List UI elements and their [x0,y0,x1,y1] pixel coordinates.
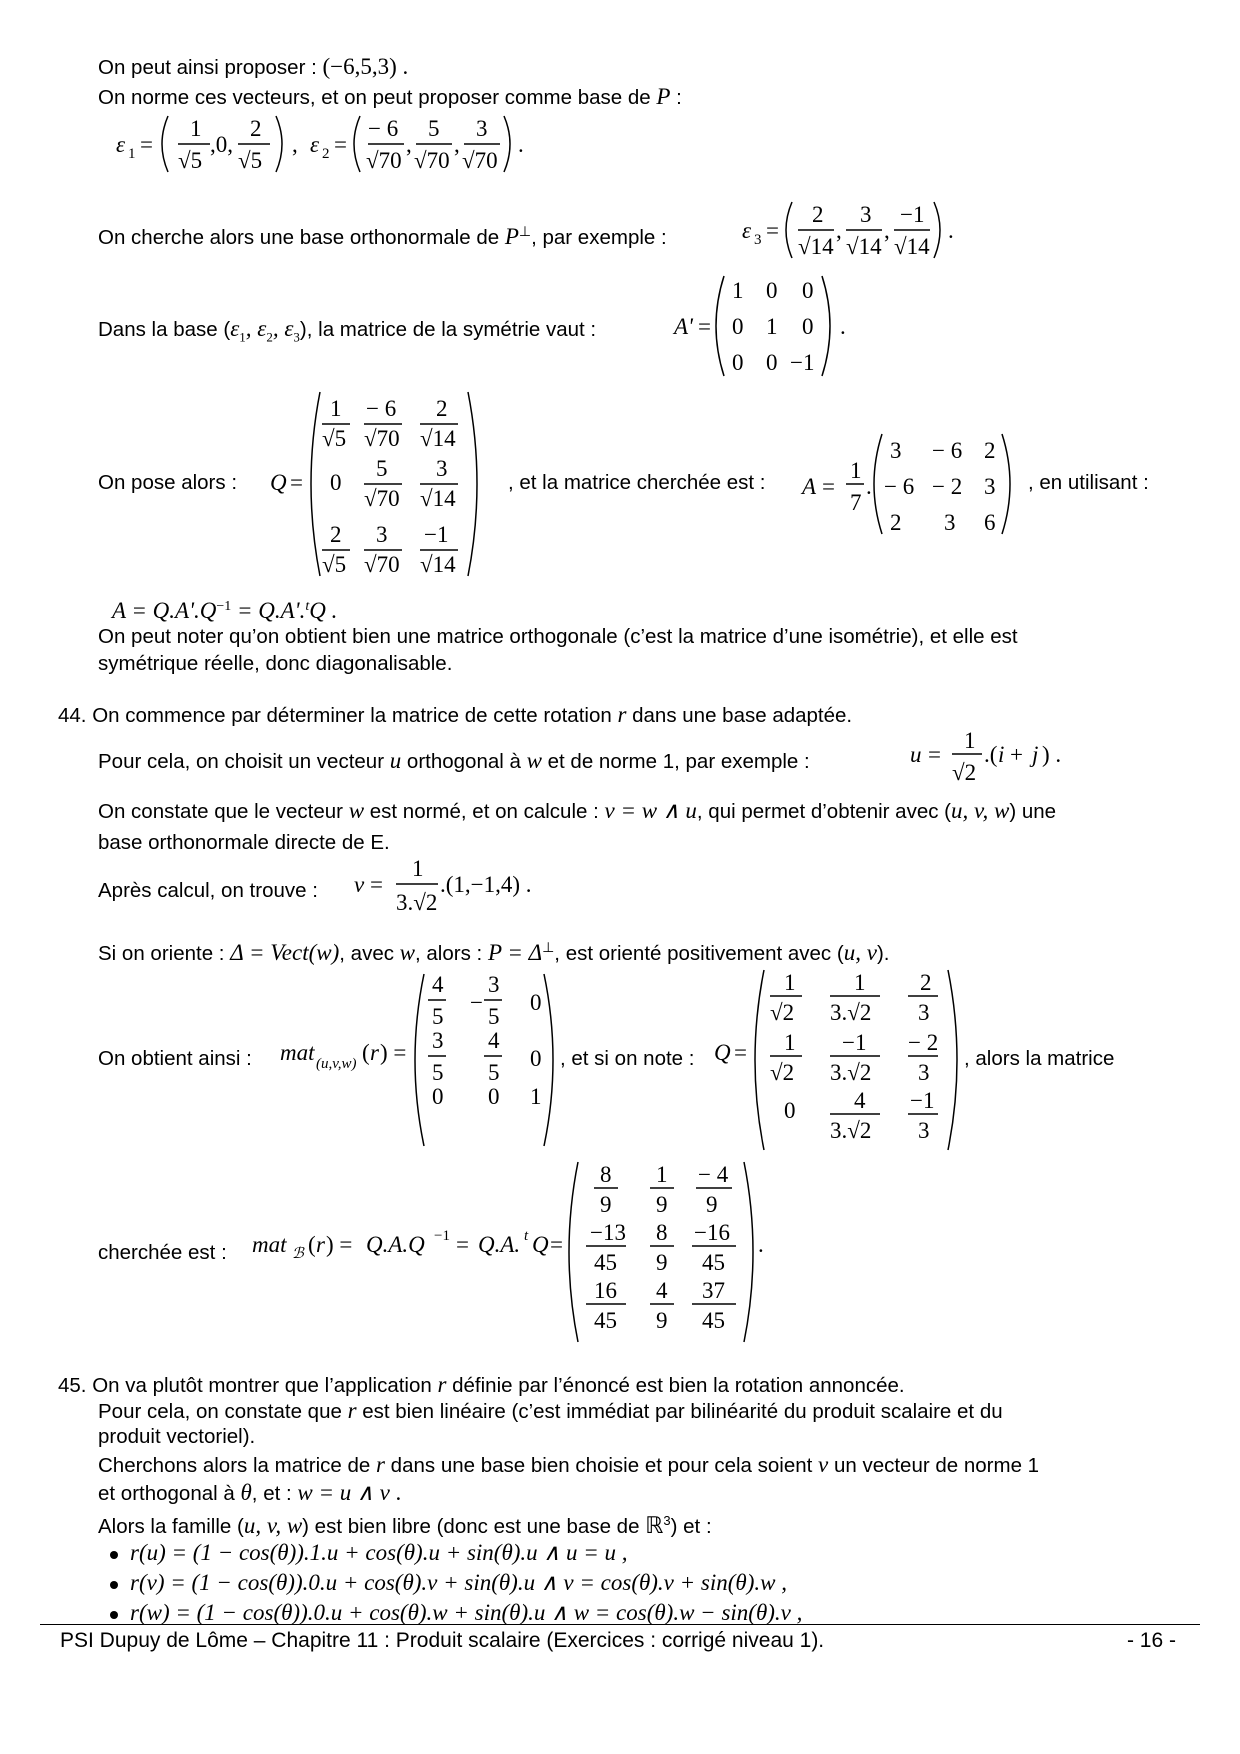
svg-text:−1: −1 [910,1088,935,1113]
bullet-item [110,1600,802,1627]
svg-text:3.√2: 3.√2 [396,890,438,915]
svg-text:− 6: − 6 [368,116,399,141]
svg-text:9: 9 [600,1192,612,1217]
text: , alors la matrice [964,1047,1115,1070]
svg-text:9: 9 [656,1250,668,1275]
svg-text:9: 9 [706,1192,718,1217]
svg-text:√14: √14 [420,486,456,511]
svg-text:2: 2 [812,202,824,227]
text-line [98,84,682,111]
math: w [399,939,416,965]
text: Si on oriente : [98,941,231,965]
svg-text:=: = [140,132,153,157]
svg-text:1: 1 [784,1030,796,1055]
math: θ [240,1480,252,1505]
text: On constate que le vecteur [98,800,349,823]
math: r [437,1372,447,1397]
text: produit vectoriel). [98,1425,256,1448]
math: A = Q.A'.Q [112,597,217,623]
svg-text:2: 2 [322,146,330,162]
svg-text:− 6: − 6 [366,396,397,421]
svg-text:r: r [370,1040,379,1065]
svg-text:7: 7 [850,490,862,515]
svg-text:1: 1 [190,116,202,141]
text: On norme ces vecteurs, et on peut proposer comme base de [98,86,657,109]
text: ), la matrice de la symétrie vaut : [299,318,597,341]
math: P [504,223,519,249]
svg-text:0: 0 [766,278,778,303]
svg-text:√14: √14 [846,234,882,259]
svg-text:i: i [998,742,1005,767]
text: , et : [251,1482,298,1505]
exercise-44-heading [58,702,852,729]
svg-text:,: , [292,132,298,157]
math: P = Δ [487,939,543,965]
svg-text:=: = [766,218,779,243]
svg-text:√5: √5 [238,148,263,173]
text: On obtient ainsi : [98,1047,252,1070]
page-number: - 16 - [1126,1629,1176,1652]
text-line [98,1046,252,1072]
text: est bien linéaire (c’est immédiat par bilinéarité du produit scalaire et du [356,1400,1003,1423]
text-line [98,1508,712,1540]
epsilon-vectors [98,108,558,180]
text: ). [876,941,890,965]
svg-text:3: 3 [488,972,500,997]
svg-text:.: . [758,1232,764,1257]
svg-text:Q: Q [270,470,287,495]
svg-text:3.√2: 3.√2 [830,1118,872,1143]
svg-text:A': A' [674,314,693,339]
svg-text:ℬ: ℬ [292,1246,304,1262]
math: u, v [843,939,877,965]
svg-text:,: , [406,132,412,157]
svg-text:1: 1 [732,278,744,303]
svg-text:3: 3 [984,474,996,499]
svg-text:,: , [884,218,890,243]
svg-text:=: = [734,1040,747,1065]
svg-text:2: 2 [984,438,996,463]
svg-text:√70: √70 [364,426,400,451]
svg-text:4: 4 [432,972,444,997]
bullet-icon [110,1551,118,1559]
math: u [389,748,402,773]
svg-text:1: 1 [330,396,342,421]
matrix-A [800,428,1040,540]
svg-text:3: 3 [918,1118,930,1143]
svg-text:16: 16 [594,1278,617,1303]
svg-text:4: 4 [854,1088,866,1113]
svg-text:3: 3 [860,202,872,227]
svg-text:0: 0 [488,1084,500,1109]
text-line [98,1398,1003,1425]
svg-text:Q.A.: Q.A. [478,1232,521,1257]
svg-text:√14: √14 [894,234,930,259]
math: r(u) = (1 − cos(θ)).1.u + cos(θ).u + sin(θ).u ∧ u = u , [130,1540,628,1565]
svg-text:3.√2: 3.√2 [830,1000,872,1025]
svg-text:.: . [866,474,872,499]
text: , avec [339,941,400,965]
text: définie par l’énoncé est bien la rotation annoncée. [446,1374,905,1397]
svg-text:(u,v,w): (u,v,w) [316,1056,357,1072]
svg-text:−1: −1 [842,1030,867,1055]
svg-text:3: 3 [432,1028,444,1053]
text: et orthogonal à [98,1482,241,1505]
svg-text:,: , [836,218,842,243]
text: On cherche alors une base orthonormale de [98,225,505,249]
math: v = w ∧ u [604,798,697,823]
svg-text:2: 2 [436,396,448,421]
svg-text:=: = [822,474,835,499]
svg-text:4: 4 [656,1278,668,1303]
svg-text:.(1,−1,4) .: .(1,−1,4) . [440,872,532,897]
svg-text:9: 9 [656,1192,668,1217]
svg-text:3: 3 [890,438,902,463]
math: 3 [663,1513,671,1528]
text: et de norme 1, par exemple : [541,750,810,773]
math: r [347,1398,357,1423]
svg-text:v: v [354,872,365,897]
svg-text:0: 0 [732,314,744,339]
text: Pour cela, on constate que [98,1400,348,1423]
text: On peut ainsi proposer : [98,56,323,79]
svg-text:0: 0 [530,1046,542,1071]
svg-text:u: u [910,742,922,767]
svg-text:1: 1 [766,314,778,339]
svg-text:√70: √70 [366,148,402,173]
svg-text:=: = [698,314,711,339]
math: Δ = Vect(w) [230,939,340,965]
text: 44. On commence par déterminer la matrice de cette rotation [58,704,618,727]
math: u, v, w [243,1512,303,1538]
math: r [376,1452,385,1477]
svg-text:=: = [456,1232,469,1257]
svg-text:√14: √14 [420,552,456,577]
svg-text:6: 6 [984,510,996,535]
text: ) une [1009,800,1057,823]
text: Pour cela, on choisit un vecteur [98,750,390,773]
svg-text:−13: −13 [590,1220,626,1245]
math: ℝ [645,1512,664,1538]
svg-text:3: 3 [436,456,448,481]
text-line [98,1240,227,1266]
text: 45. On va plutôt montrer que l’application [58,1374,438,1397]
matrix-A-prime [672,270,852,384]
text: est normé, et on calcule : [364,800,605,823]
svg-text:) =: ) = [380,1040,407,1065]
svg-text:=: = [928,742,941,767]
math: Q . [309,597,338,623]
matrix-Q-44 [712,966,962,1156]
svg-text:45: 45 [594,1308,617,1333]
text-line [98,316,596,351]
svg-text:(: ( [362,1040,370,1065]
svg-text:5: 5 [432,1004,444,1029]
svg-text:A: A [802,474,817,499]
svg-text:√70: √70 [364,486,400,511]
text: ) et : [670,1514,712,1538]
svg-text:5: 5 [488,1060,500,1085]
svg-text:1: 1 [656,1162,668,1187]
svg-text:9: 9 [656,1308,668,1333]
text-line [98,830,390,856]
svg-text:,0,: ,0, [210,132,233,157]
svg-text:0: 0 [330,470,342,495]
text: orthogonal à [401,750,527,773]
text: , et la matrice cherchée est : [508,471,766,494]
bullet-icon [110,1611,118,1619]
math: (−6,5,3) . [322,54,409,79]
math: P [656,84,671,109]
svg-text:mat: mat [252,1232,287,1257]
bullet-item [110,1570,787,1597]
svg-text:) =: ) = [326,1232,353,1257]
text: : [670,86,682,109]
svg-text:0: 0 [530,990,542,1015]
svg-text:1: 1 [784,970,796,995]
text: base orthonormale directe de E. [98,831,390,854]
text: , et si on note : [560,1047,695,1070]
text: , qui permet d’obtenir avec ( [696,800,952,823]
text: Dans la base ( [98,318,231,341]
text-line [98,54,408,81]
svg-text:45: 45 [702,1250,725,1275]
text: , est orienté positivement avec ( [554,941,844,965]
svg-text:3: 3 [376,522,388,547]
text-line [98,1452,1039,1479]
svg-text:0: 0 [784,1098,796,1123]
bullet-item [110,1540,628,1567]
text: Cherchons alors la matrice de [98,1454,377,1477]
text: , par exemple : [531,225,667,249]
svg-text:− 2: − 2 [908,1030,939,1055]
matrix-Q [268,386,508,582]
svg-text:√70: √70 [462,148,498,173]
svg-text:=: = [550,1232,563,1257]
math: ⊥ [518,223,532,239]
svg-text:3.√2: 3.√2 [830,1060,872,1085]
svg-text:3: 3 [754,232,762,248]
svg-text:√5: √5 [178,148,203,173]
math: w [526,748,542,773]
math: = Q.A'. [231,597,306,623]
svg-text:√2: √2 [770,1060,795,1085]
svg-text:ε: ε [116,132,126,157]
svg-text:4: 4 [488,1028,500,1053]
bullet-icon [110,1581,118,1589]
svg-text:,: , [454,132,460,157]
svg-text:1: 1 [530,1084,542,1109]
svg-text:5: 5 [488,1004,500,1029]
svg-text:45: 45 [702,1308,725,1333]
math: r [617,702,627,727]
svg-text:.: . [948,218,954,243]
math: r(w) = (1 − cos(θ)).0.u + cos(θ).w + sin(θ).u ∧ w = cos(θ).w − sin(θ).v , [130,1600,803,1625]
svg-text:−: − [470,990,483,1015]
math: t [305,599,310,614]
svg-text:2: 2 [920,970,932,995]
svg-text:mat: mat [280,1040,315,1065]
footer-divider [40,1624,1200,1625]
svg-text:+: + [1010,742,1023,767]
svg-text:8: 8 [656,1220,668,1245]
math: r(v) = (1 − cos(θ)).0.u + cos(θ).v + sin(θ).u ∧ v = cos(θ).v + sin(θ).w , [130,1570,787,1595]
svg-text:ε: ε [742,218,752,243]
text-line [98,798,1056,825]
epsilon3-vector [740,194,1000,266]
svg-text:1: 1 [854,970,866,995]
svg-text:1: 1 [412,858,424,881]
formula-line [112,594,337,625]
svg-text:5: 5 [428,116,440,141]
svg-text:=: = [290,470,303,495]
math: ⊥ [542,939,555,955]
text: On peut noter qu’on obtient bien une matrice orthogonale (c’est la matrice d’une isométrie), et elle est [98,625,1018,648]
svg-text:−1: −1 [434,1228,450,1244]
svg-text:2: 2 [250,116,262,141]
text-line [98,748,810,775]
svg-text:− 4: − 4 [698,1162,729,1187]
svg-text:0: 0 [802,314,814,339]
text: symétrique réelle, donc diagonalisable. [98,652,453,675]
text-line [98,470,237,496]
text-line [98,1424,255,1450]
svg-text:√2: √2 [770,1000,795,1025]
text: dans une base adaptée. [626,704,853,727]
svg-text:− 2: − 2 [932,474,963,499]
svg-text:5: 5 [376,456,388,481]
math: −1 [216,599,232,614]
svg-text:.(: .( [984,742,998,767]
text: , alors : [415,941,488,965]
svg-text:√70: √70 [364,552,400,577]
text-line [98,934,889,967]
math: v [818,1452,829,1477]
text-line: et orthogonal à θ, et : w = u ∧ v . [98,1480,402,1505]
exercise-45-heading [58,1372,905,1399]
svg-text:j: j [1032,742,1039,767]
svg-text:8: 8 [600,1162,612,1187]
math-basis: $\varepsilon_1$, $\varepsilon_2$, $\varepsilon_3$ [230,316,300,345]
svg-text:0: 0 [802,278,814,303]
svg-text:√5: √5 [322,552,347,577]
svg-text:=: = [334,132,347,157]
text: un vecteur de norme 1 [828,1454,1040,1477]
v-result [352,858,552,924]
svg-text:r: r [316,1232,325,1257]
text-line [98,218,667,251]
text: cherchée est : [98,1241,227,1264]
text: Alors la famille ( [98,1514,244,1538]
svg-text:−1: −1 [900,202,925,227]
svg-text:Q: Q [714,1040,731,1065]
svg-text:−1: −1 [424,522,449,547]
svg-text:3: 3 [918,1000,930,1025]
svg-text:√70: √70 [414,148,450,173]
svg-text:t: t [524,1228,529,1244]
text-line [98,651,452,677]
svg-text:=: = [370,872,383,897]
footer-title: PSI Dupuy de Lôme – Chapitre 11 : Produit scalaire (Exercices : corrigé niveau 1). [60,1629,825,1652]
svg-text:(: ( [308,1232,316,1257]
svg-text:√14: √14 [798,234,834,259]
text: Après calcul, on trouve : [98,879,318,902]
svg-text:− 6: − 6 [932,438,963,463]
svg-text:Q.A.Q: Q.A.Q [366,1232,425,1257]
svg-text:2: 2 [890,510,902,535]
text: , en utilisant : [1028,471,1149,494]
svg-text:) .: ) . [1042,742,1062,767]
svg-text:0: 0 [766,350,778,375]
matrix-rotation-uvw [278,968,558,1154]
svg-text:3: 3 [944,510,956,535]
text-line [1028,470,1149,496]
svg-text:ε: ε [310,132,320,157]
svg-text:1: 1 [964,732,976,753]
u-definition [908,732,1078,796]
text-line [508,470,766,496]
svg-text:3: 3 [918,1060,930,1085]
math: w = u ∧ v [297,1480,390,1505]
text-line [560,1046,694,1072]
math: u, v, w [951,798,1010,823]
svg-text:√14: √14 [420,426,456,451]
text: On pose alors : [98,471,238,494]
svg-text:1: 1 [850,458,862,483]
svg-text:1: 1 [128,146,136,162]
svg-text:3: 3 [476,116,488,141]
svg-text:2: 2 [330,522,342,547]
svg-text:√5: √5 [322,426,347,451]
svg-text:0: 0 [732,350,744,375]
text: ) est bien libre (donc est une base de [302,1514,646,1538]
svg-text:0: 0 [432,1084,444,1109]
svg-text:−1: −1 [790,350,815,375]
svg-text:− 6: − 6 [884,474,915,499]
svg-text:Q: Q [532,1232,549,1257]
text-line [98,878,318,904]
text: dans une base bien choisie et pour cela soient [384,1454,819,1477]
text-line [964,1046,1114,1072]
svg-text:.: . [518,132,524,157]
math: w [348,798,365,823]
svg-text:.: . [840,314,846,339]
svg-text:45: 45 [594,1250,617,1275]
svg-text:37: 37 [702,1278,725,1303]
matrix-rotation-B [250,1158,770,1346]
svg-text:5: 5 [432,1060,444,1085]
svg-text:−16: −16 [694,1220,730,1245]
text-line [98,624,1018,650]
svg-text:√2: √2 [952,760,977,785]
